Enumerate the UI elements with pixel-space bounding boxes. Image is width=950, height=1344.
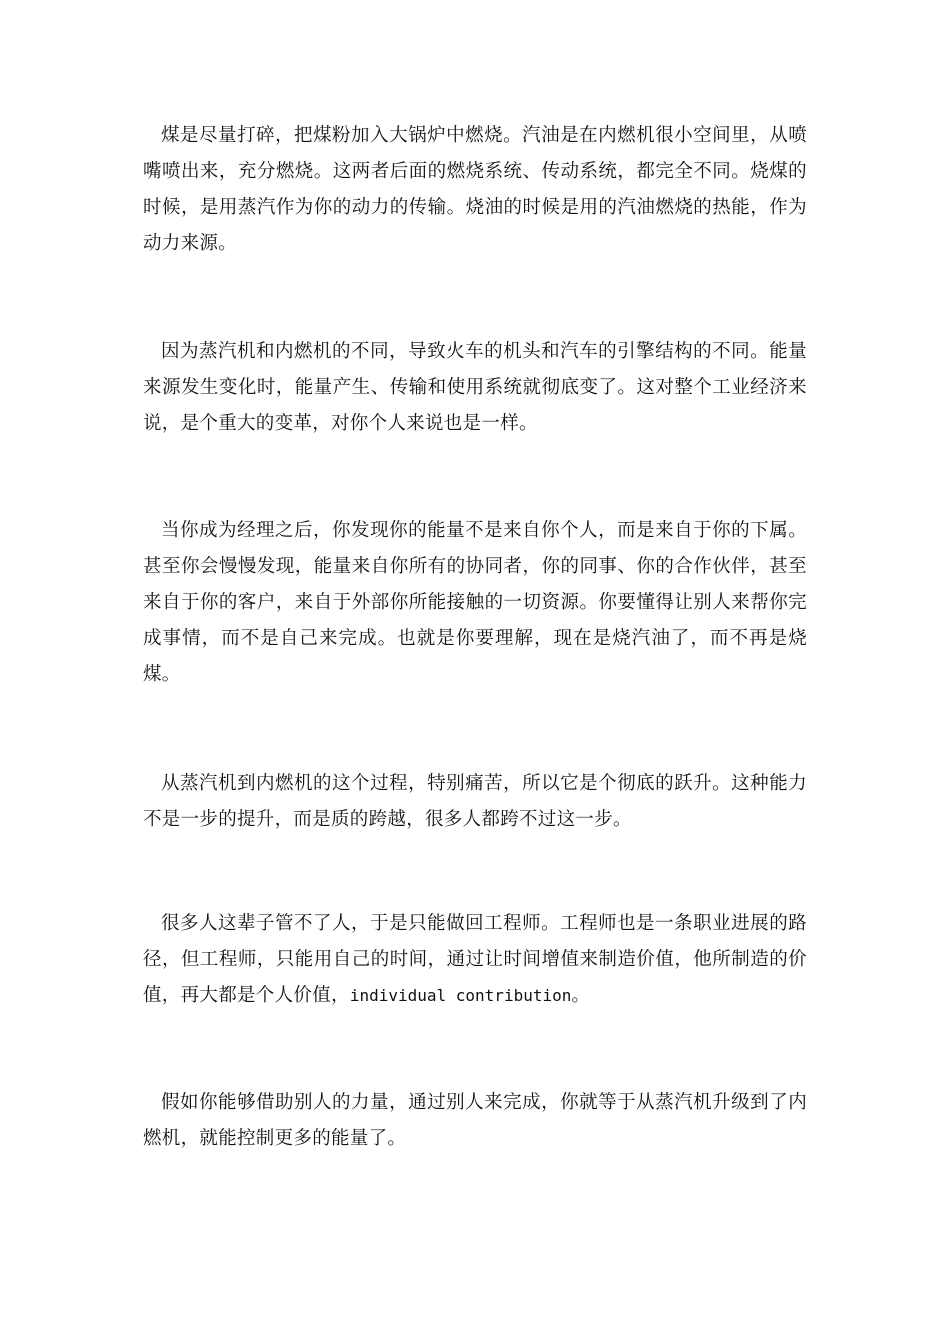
paragraph-6: 假如你能够借助别人的力量，通过别人来完成，你就等于从蒸汽机升级到了内燃机，就能控制更多的能量了。 [143, 1092, 807, 1149]
paragraph-2: 因为蒸汽机和内燃机的不同，导致火车的机头和汽车的引擎结构的不同。能量来源发生变化时，能量产生、传输和使用系统就彻底变了。这对整个工业经济来说，是个重大的变革，对你个人来说也是一样。 [143, 341, 807, 434]
paragraph-5 [143, 906, 807, 1014]
paragraph-5-end: 。 [571, 985, 591, 1006]
paragraph-1: 煤是尽量打碎，把煤粉加入大锅炉中燃烧。汽油是在内燃机很小空间里，从喷嘴喷出来，充分燃烧。这两者后面的燃烧系统、传动系统，都完全不同。烧煤的时候，是用蒸汽作为你的动力的传输。烧油的时候是用的汽油燃烧的热能，作为动力来源。 [143, 125, 807, 254]
paragraph-3: 当你成为经理之后，你发现你的能量不是来自你个人，而是来自于你的下属。甚至你会慢慢发现，能量来自你所有的协同者，你的同事、你的合作伙伴，甚至来自于你的客户，来自于外部你所能接触的一切资源。你要懂得让别人来帮你完成事情，而不是自己来完成。也就是你要理解，现在是烧汽油了，而不再是烧煤。 [143, 520, 807, 685]
paragraph-5-text: 很多人这辈子管不了人，于是只能做回工程师。工程师也是一条职业进展的路径，但工程师，只能用自己的时间，通过让时间增值来制造价值，他所制造的价值，再大都是个人价值， [143, 913, 807, 1006]
paragraph-5-english-term: individual contribution [349, 986, 572, 1005]
paragraph-4: 从蒸汽机到内燃机的这个过程，特别痛苦，所以它是个彻底的跃升。这种能力不是一步的提升，而是质的跨越，很多人都跨不过这一步。 [143, 773, 807, 830]
